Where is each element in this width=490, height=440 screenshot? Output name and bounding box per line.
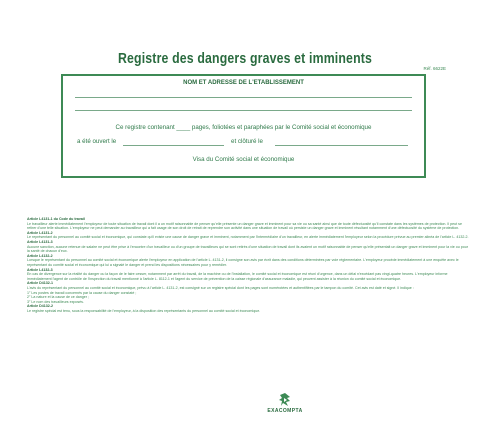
- article-heading: Article D4132-1: [27, 281, 53, 286]
- exacompta-logo: [265, 392, 305, 414]
- opened-date-line: [123, 145, 224, 146]
- closed-date-line: [275, 145, 408, 146]
- logo-text: EXACOMPTA: [267, 408, 303, 414]
- article-list-item: 2° La nature et la cause de ce danger ;: [27, 295, 89, 300]
- article-heading: Article L4131-1 du Code du travail: [27, 217, 85, 221]
- article-heading: Article L4131-3: [27, 239, 53, 244]
- article-text: L'avis du représentant du personnel au comité social et économique, prévu à l'article L. 4131-2, est consigné sur un registre spécial dont les pages sont numérotées et authentifiées par le tampon du comité. Cet avis est daté et signé. Il indique :: [27, 285, 414, 290]
- establishment-box: [61, 74, 426, 178]
- article-list-item: 1° Les postes de travail concernés par la cause du danger constaté ;: [27, 290, 137, 295]
- page-title: Registre des dangers graves et imminents: [117, 50, 373, 67]
- article-heading: Article L4131-2: [27, 230, 53, 235]
- committee-visa: Visa du Comité social et économique: [192, 156, 295, 163]
- article-text: En cas de divergence sur la réalité du danger ou la façon de le faire cesser, notamment par arrêt du travail, de la machine ou de l'installation, le comité social et économique est réuni d'urgence, dans un délai n'excédant pas vingt-quatre heures. L'employeur informe immédiatement l'agent de contrôle de l'inspection du travail mentionné à l'article L. 8112-1 et l'agent du service de prévention de la caisse régionale d'assurance maladie, qui peuvent assister à la réunion du comité social et économique.: [27, 272, 448, 281]
- article-text: Le travailleur alerte immédiatement l'employeur de toute situation de travail dont il a un motif raisonnable de penser qu'elle présente un danger grave et imminent pour sa vie ou sa santé ainsi que de toute défectuosité qu'il constate dans les systèmes de protection. Il peut se retirer d'une telle situation. L'employeur ne peut demander au travailleur qui a fait usage de son droit de retrait de reprendre son activité dans une situation de travail où persiste un danger grave et imminent résultant notamment d'une défectuosité du système de protection.: [27, 221, 462, 231]
- address-line: [75, 97, 412, 98]
- register-pages-statement: Ce registre contenant ____ pages, foliotées et paraphées par le Comité social et économique: [115, 124, 372, 131]
- closed-label: et clôturé le: [231, 138, 263, 145]
- article-heading: Article L4132-2: [27, 253, 53, 258]
- establishment-heading: NOM ET ADRESSE DE L'ETABLISSEMENT: [183, 80, 304, 86]
- article-heading: Article D4132-2: [27, 304, 53, 309]
- opened-label: a été ouvert le: [77, 138, 117, 145]
- law-articles: [27, 217, 469, 313]
- reference-number: Réf. 6622E: [423, 66, 446, 71]
- exacompta-logo-icon: [278, 392, 292, 408]
- address-line: [75, 110, 412, 111]
- article-text: Lorsque le représentant du personnel au comité social et économique alerte l'employeur en application de l'article L. 4131-2, il consigne son avis par écrit dans des conditions déterminées par voie réglementaire. L'employeur procède immédiatement à une enquête avec le représentant du comité social et économique qui lui a signalé le danger et prend les dispositions nécessaires pour y remédier.: [27, 258, 459, 267]
- article-text: Le registre spécial est tenu, sous la responsabilité de l'employeur, à la disposition des représentants du personnel au comité social et économique.: [27, 308, 261, 313]
- article-heading: Article L4132-3: [27, 267, 53, 272]
- article-text: Le représentant du personnel au comité social et économique, qui constate qu'il existe une cause de danger grave et imminent, notamment par l'intermédiaire d'un travailleur, en alerte immédiatement l'employeur selon la procédure prévue au premier alinéa de l'article L. 4132-2.: [27, 235, 469, 240]
- article-list-item: 3° Le nom des travailleurs exposés.: [27, 299, 84, 304]
- article-text: Aucune sanction, aucune retenue de salaire ne peut être prise à l'encontre d'un travailleur ou d'un groupe de travailleurs qui se sont retirés d'une situation de travail dont ils avaient un motif raisonnable de penser qu'elle présentait un danger grave et imminent pour la vie ou pour la santé de chacun d'eux.: [27, 244, 468, 254]
